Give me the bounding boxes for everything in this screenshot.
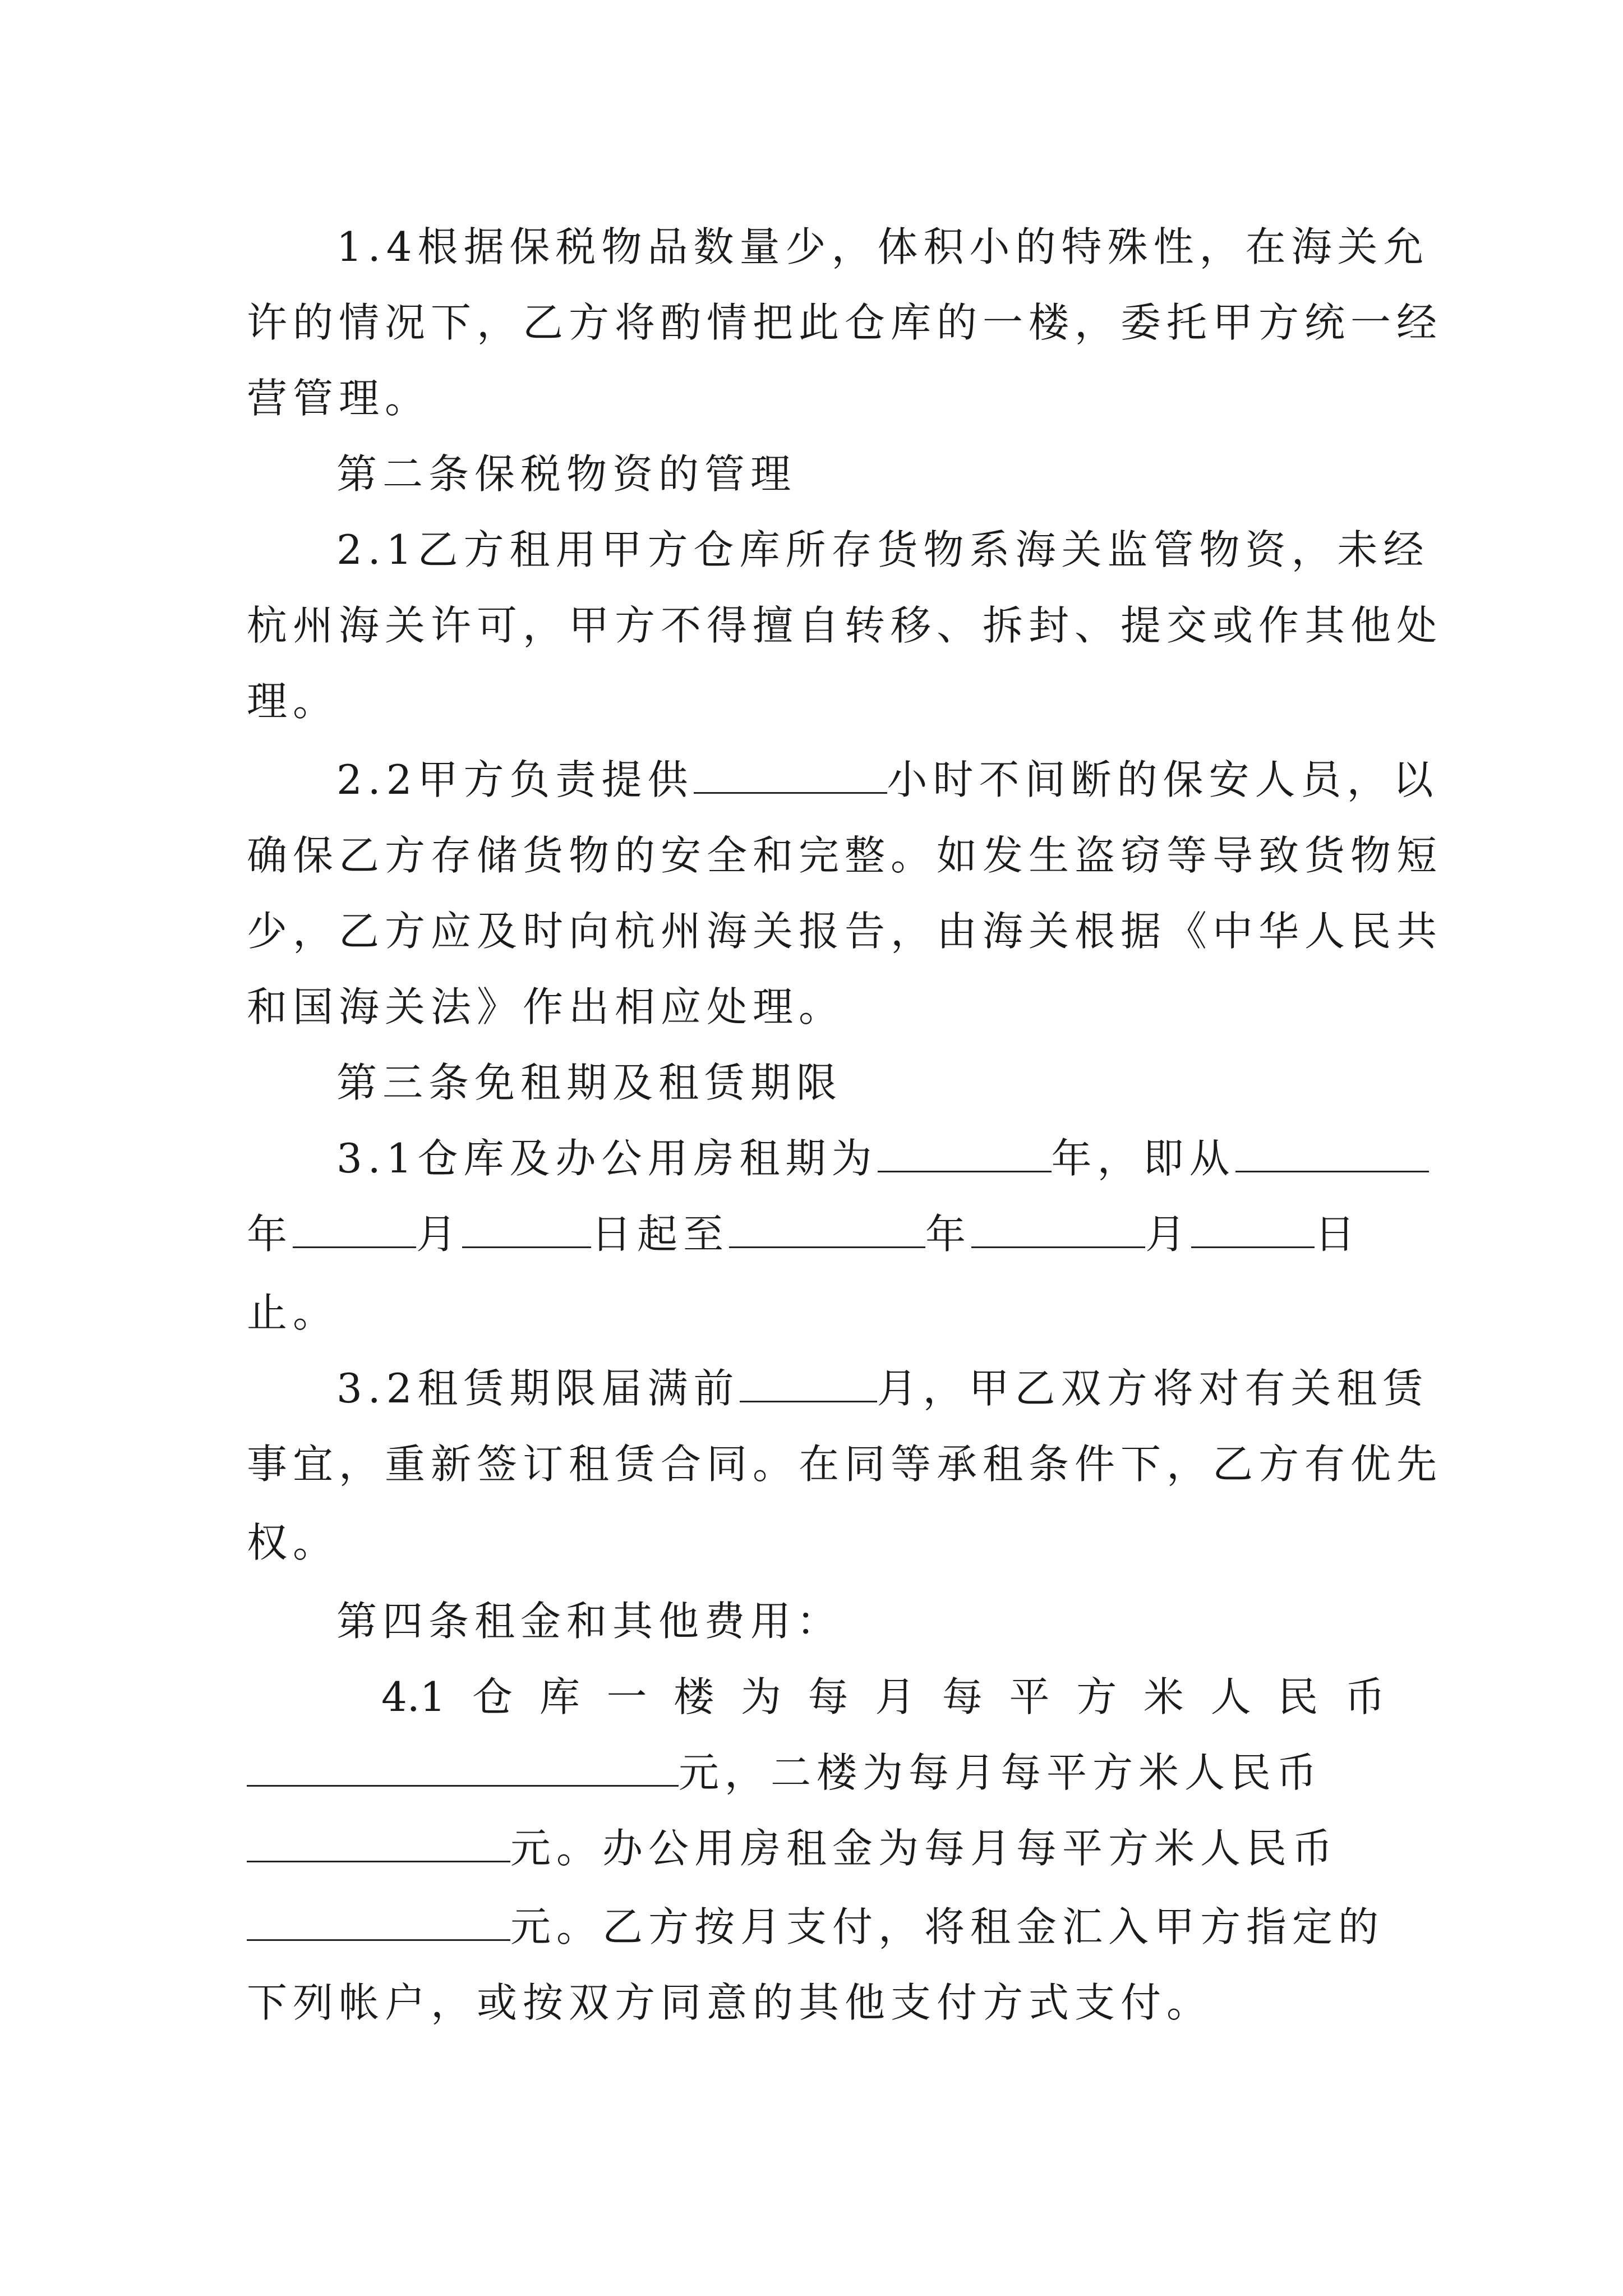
text: 3.1仓库及办公用房租期为 (336, 1135, 878, 1182)
text: 楼 (674, 1673, 714, 1720)
blank-first-floor-rent-field[interactable] (247, 1746, 679, 1787)
text: 米 (1143, 1673, 1184, 1720)
article-2-heading (336, 446, 796, 502)
blank-lease-years-field[interactable] (878, 1131, 1052, 1172)
text: 年 (247, 1211, 293, 1258)
text: 第三条免租期及租赁期限 (336, 1059, 843, 1106)
paragraph-4-1-line-2 (247, 1745, 1322, 1801)
article-4-heading (336, 1593, 842, 1649)
text: 仓 (472, 1673, 513, 1720)
paragraph-1-4-line-3 (247, 370, 431, 426)
text: 第二条保税物资的管理 (336, 450, 797, 498)
text: 2.2甲方负责提供 (336, 756, 694, 803)
text: 平 (1009, 1673, 1050, 1720)
text: 小时不间断的保安人员，以 (887, 756, 1439, 803)
text: 营管理。 (247, 375, 431, 422)
text: 许的情况下，乙方将酌情把此仓库的一楼，委托甲方统一经 (247, 299, 1443, 346)
text: 下列帐户，或按双方同意的其他支付方式支付。 (247, 1979, 1213, 2026)
text: 年，即从 (1051, 1135, 1235, 1182)
paragraph-4-1-line-3 (247, 1820, 1338, 1876)
text: 一 (606, 1673, 647, 1720)
text: 日起至 (591, 1211, 730, 1258)
paragraph-3-1-line-2 (247, 1206, 1361, 1262)
blank-end-year-field[interactable] (729, 1207, 925, 1248)
paragraph-2-2-line-3 (247, 903, 1442, 959)
text: 为 (740, 1673, 781, 1720)
paragraph-2-2-line-2 (247, 827, 1442, 884)
text: 元。办公用房租金为每月每平方米人民币 (510, 1825, 1339, 1872)
paragraph-2-1-line-3 (247, 673, 339, 729)
text: 月 (1145, 1211, 1192, 1258)
text: 第四条租金和其他费用： (336, 1598, 843, 1645)
blank-end-month-field[interactable] (971, 1207, 1145, 1248)
blank-office-rent-field[interactable] (247, 1900, 510, 1941)
text: 1.4根据保税物品数量少，体积小的特殊性，在海关允 (336, 223, 1430, 270)
text: 少，乙方应及时向杭州海关报告，由海关根据《中华人民共 (247, 908, 1443, 955)
blank-second-floor-rent-field[interactable] (247, 1821, 510, 1862)
paragraph-2-2-line-4 (247, 979, 845, 1035)
text: 权。 (247, 1519, 339, 1566)
text: 每 (808, 1673, 849, 1720)
blank-start-year-field[interactable] (1235, 1131, 1429, 1172)
paragraph-3-2-line-3 (247, 1515, 339, 1571)
text: 币 (1344, 1673, 1385, 1720)
text: 方 (1076, 1673, 1117, 1720)
blank-start-month-field[interactable] (293, 1207, 416, 1248)
paragraph-4-1-line-5 (247, 1975, 1212, 2031)
text: 元，二楼为每月每平方米人民币 (679, 1749, 1323, 1796)
text: 事宜，重新签订租赁合同。在同等承租条件下，乙方有优先 (247, 1441, 1443, 1488)
text: 民 (1278, 1673, 1318, 1720)
paragraph-2-1-line-1 (336, 522, 1430, 578)
text: 3.2租赁期限届满前 (336, 1365, 740, 1412)
text: 4.1 (381, 1673, 446, 1720)
text: 库 (539, 1673, 580, 1720)
paragraph-2-2-line-1 (336, 752, 1439, 808)
paragraph-1-4-line-2 (247, 295, 1442, 351)
text: 月 (416, 1211, 463, 1258)
text: 2.1乙方租用甲方仓库所存货物系海关监管物资，未经 (336, 526, 1430, 573)
text: 年 (925, 1211, 972, 1258)
paragraph-2-1-line-2 (247, 597, 1442, 654)
text: 杭州海关许可，甲方不得擅自转移、拆封、提交或作其他处 (247, 602, 1443, 649)
paragraph-3-1-line-1 (336, 1130, 1429, 1186)
blank-end-day-field[interactable] (1191, 1207, 1315, 1248)
text: 月 (875, 1673, 916, 1720)
text: 月，甲乙双方将对有关租赁 (877, 1365, 1429, 1412)
blank-start-day-field[interactable] (462, 1207, 591, 1248)
text: 日 (1315, 1211, 1361, 1258)
text: 和国海关法》作出相应处理。 (247, 983, 845, 1030)
text: 理。 (247, 678, 339, 725)
text: 每 (942, 1673, 983, 1720)
text: 元。乙方按月支付，将租金汇入甲方指定的 (510, 1903, 1385, 1950)
text: 人 (1210, 1673, 1251, 1720)
paragraph-4-1-line-4 (247, 1899, 1384, 1955)
text: 止。 (247, 1289, 339, 1336)
text: 确保乙方存储货物的安全和完整。如发生盗窃等导致货物短 (247, 832, 1443, 879)
paragraph-1-4-line-1 (336, 219, 1430, 275)
paragraph-3-2-line-2 (247, 1436, 1442, 1492)
blank-months-before-field[interactable] (740, 1361, 877, 1402)
paragraph-3-2-line-1 (336, 1360, 1429, 1416)
paragraph-4-1-line-1 (381, 1669, 1385, 1725)
paragraph-3-1-line-3 (247, 1285, 339, 1341)
article-3-heading (336, 1055, 842, 1111)
blank-hours-field[interactable] (694, 753, 887, 794)
